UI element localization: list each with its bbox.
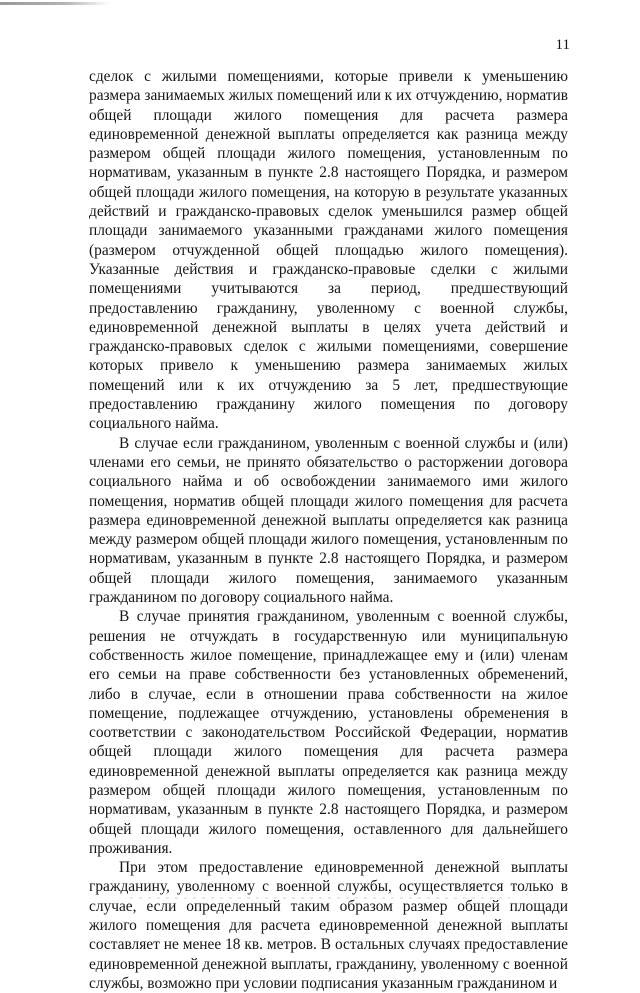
scan-bottom-artifact	[130, 897, 510, 899]
paragraph-2: В случае если гражданином, уволенным с военной службы и (или) членами его семьи, не принято обязательство о расторжении договора социального найма и об освобождении занимаемого ими жилого помещения, норматив общей площади жилого помещения для расчета размера единовременной денежной выплаты определяется как разница между размером общей площади жилого помещения, установленным по нормативам, указанным в пункте 2.8 настоящего Порядка, и размером общей площади жилого помещения, занимаемого указанным гражданином по договору социального найма.	[89, 434, 568, 607]
document-body	[89, 67, 568, 993]
paragraph-4: При этом предоставление единовременной денежной выплаты гражданину, уволенному с военной службы, осуществляется только в случае, если определенный таким образом размер общей площади жилого помещения для расчета единовременной денежной выплаты составляет не менее 18 кв. метров. В остальных случаях предоставление единовременной денежной выплаты, гражданину, уволенному с военной службы, возможно при условии подписания указанным гражданином и	[89, 859, 568, 992]
page-number: 11	[555, 37, 570, 53]
paragraph-1: сделок с жилыми помещениями, которые привели к уменьшению размера занимаемых жилых помещений или к их отчуждению, норматив общей площади жилого помещения для расчета размера единовременной денежной выплаты определяется как разница между размером общей площади жилого помещения, установленным по нормативам, указанным в пункте 2.8 настоящего Порядка, и размером общей площади жилого помещения, на которую в результате указанных действий и гражданско-правовых сделок уменьшился размер общей площади занимаемого указанными гражданами жилого помещения (размером отчужденной общей площадью жилого помещения). Указанные действия и гражданско-правовые сделки с жилыми помещениями учитываются за период, предшествующий предоставлению гражданину, уволенному с военной службы, единовременной денежной выплаты в целях учета действий и гражданско-правовых сделок с жилыми помещениями, совершение которых привело к уменьшению размера занимаемых жилых помещений или к их отчуждению за 5 лет, предшествующие предоставлению гражданину жилого помещения по договору социального найма.	[89, 68, 568, 433]
scan-edge-mark	[0, 2, 110, 5]
paragraph-3: В случае принятия гражданином, уволенным с военной службы, решения не отчуждать в государственную или муниципальную собственность жилое помещение, принадлежащее ему и (или) членам его семьи на праве собственности без установленных обременений, либо в случае, если в отношении права собственности на жилое помещение, подлежащее отчуждению, установлены обременения в соответствии с законодательством Российской Федерации, норматив общей площади жилого помещения для расчета размера единовременной денежной выплаты определяется как разница между размером общей площади жилого помещения, установленным по нормативам, указанным в пункте 2.8 настоящего Порядка, и размером общей площади жилого помещения, оставленного для дальнейшего проживания.	[89, 608, 568, 857]
